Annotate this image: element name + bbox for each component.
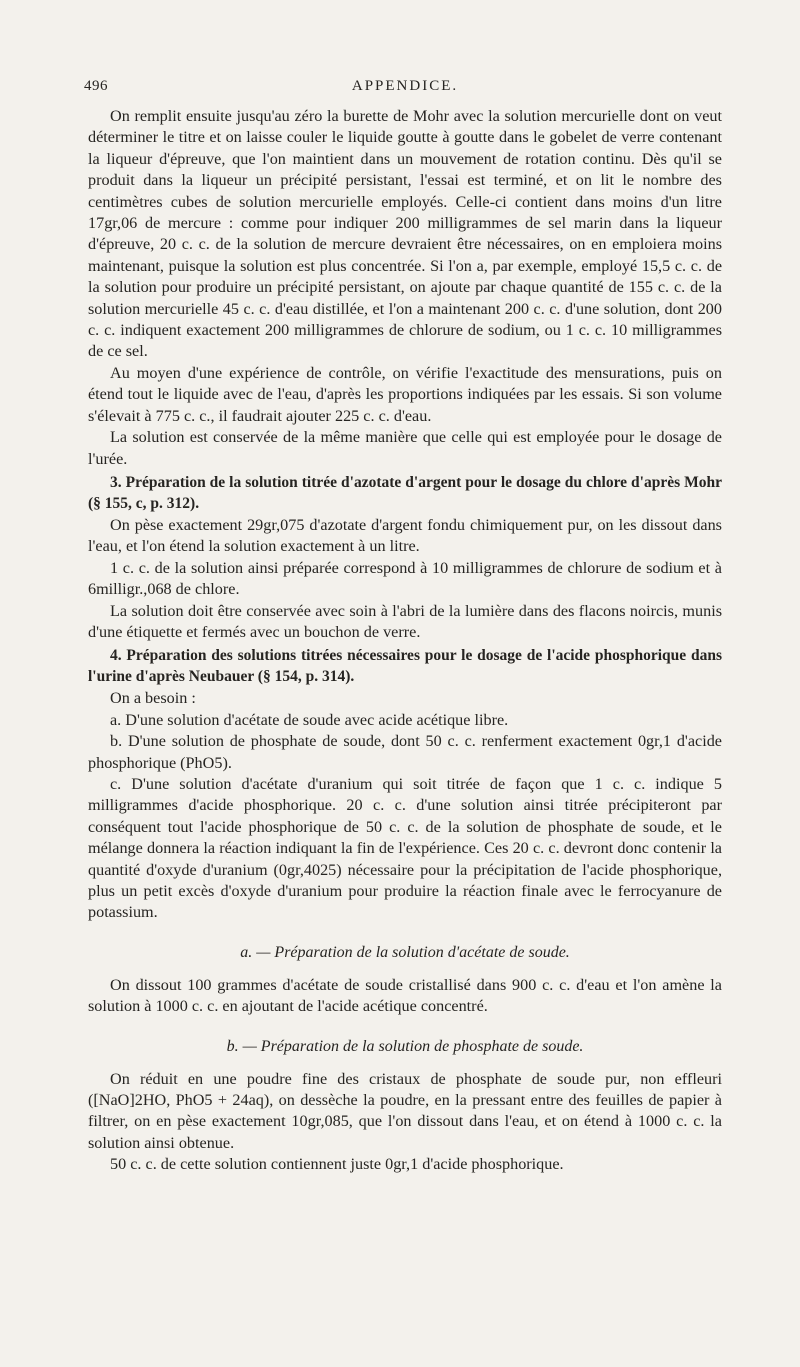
paragraph: Au moyen d'une expérience de contrôle, on vérifie l'exactitude des mensurations, puis on étend tout le liquide avec de l'eau, d'après les proportions indiquées par les essais. Si son volume s'élevait à 775 c. c., il faudrait ajouter 225 c. c. d'eau. [88,363,722,425]
section-heading-3: 3. Préparation de la solution titrée d'azotate d'argent pour le dosage du chlore d'après Mohr (§ 155, c, p. 312). [88,473,722,512]
paragraph: On réduit en une poudre fine des cristaux de phosphate de soude pur, non effleuri ([NaO]2HO, PhO5 + 24aq), on dessèche la poudre, en la pressant entre des feuilles de papier à filtrer, on en pèse exactement 10gr,085, que l'on dissout dans l'eau, et on étend à 1000 c. c. la solution ainsi obtenue. [88,1069,722,1152]
page-header [84,78,722,100]
page-number: 496 [84,78,108,94]
paragraph: On dissout 100 grammes d'acétate de soude cristallisé dans 900 c. c. d'eau et l'on amène la solution à 1000 c. c. en ajoutant de l'acide acétique concentré. [88,975,722,1016]
paragraph: 1 c. c. de la solution ainsi préparée correspond à 10 milligrammes de chlorure de sodium et à 6milligr.,068 de chlore. [88,558,722,599]
body-text [88,106,722,1176]
paragraph: 50 c. c. de cette solution contiennent juste 0gr,1 d'acide phosphorique. [110,1155,564,1174]
list-item-c: c. D'une solution d'acétate d'uranium qui soit titrée de façon que 1 c. c. indique 5 milligrammes d'acide phosphorique. 20 c. c. d'une solution ainsi titrée précipiteront par conséquent tout l'acide phosphorique de 50 c. c. de la solution de phosphate de soude, et le mélange donnera la réaction indiquant la fin de l'expérience. Ces 20 c. c. devront donc contenir la quantité d'oxyde d'uranium (0gr,4025) nécessaire pour la précipitation de l'acide phosphorique, plus un petit excès d'oxyde d'uranium pour produire la réaction finale avec le ferrocyanure de potassium. [88,774,722,922]
subsection-heading-a: a. — Préparation de la solution d'acétate de soude. [240,943,570,961]
paragraph: On a besoin : [110,689,196,708]
paragraph: On pèse exactement 29gr,075 d'azotate d'argent fondu chimiquement pur, on les dissout dans l'eau, et l'on étend la solution exactement à un litre. [88,515,722,556]
section-heading-4: 4. Préparation des solutions titrées nécessaires pour le dosage de l'acide phosphorique dans l'urine d'après Neubauer (§ 154, p. 314). [88,647,722,686]
list-item-b: b. D'une solution de phosphate de soude, dont 50 c. c. renferment exactement 0gr,1 d'acide phosphorique (PhO5). [88,732,722,772]
paragraph: La solution doit être conservée avec soin à l'abri de la lumière dans des flacons noircis, munis d'une étiquette et fermés avec un bouchon de verre. [88,601,722,641]
paragraph: La solution est conservée de la même manière que celle qui est employée pour le dosage de l'urée. [88,428,722,468]
list-item-a: a. D'une solution d'acétate de soude avec acide acétique libre. [110,710,509,729]
subsection-heading-b: b. — Préparation de la solution de phosphate de soude. [226,1037,584,1055]
paragraph: On remplit ensuite jusqu'au zéro la burette de Mohr avec la solution mercurielle dont on veut déterminer le titre et on laisse couler le liquide goutte à goutte dans le gobelet de verre contenant la liqueur d'épreuve, que l'on maintient dans un mouvement de rotation continu. Dès qu'il se produit dans la liqueur un précipité persistant, l'essai est terminé, et on lit le nombre des centimètres cubes de solution mercurielle employés. Celle-ci contient dans moins d'un litre 17gr,06 de mercure : comme pour indiquer 200 milligrammes de sel marin dans la liqueur d'épreuve, 20 c. c. de la solution de mercure devraient être nécessaires, on en emploiera moins maintenant, puisque la solution est plus concentrée. Si l'on a, par exemple, employé 15,5 c. c. de la solution pour produire un précipité persistant, on ajoute par chaque quantité de 155 c. c. de la solution mercurielle 45 c. c. d'eau distillée, et l'on a maintenant 200 c. c. d'une solution, dont 200 c. c. indiquent exactement 200 milligrammes de chlorure de sodium, ou 1 c. c. 10 milligrammes de ce sel. [88,107,722,361]
running-head: APPENDICE. [351,78,459,94]
